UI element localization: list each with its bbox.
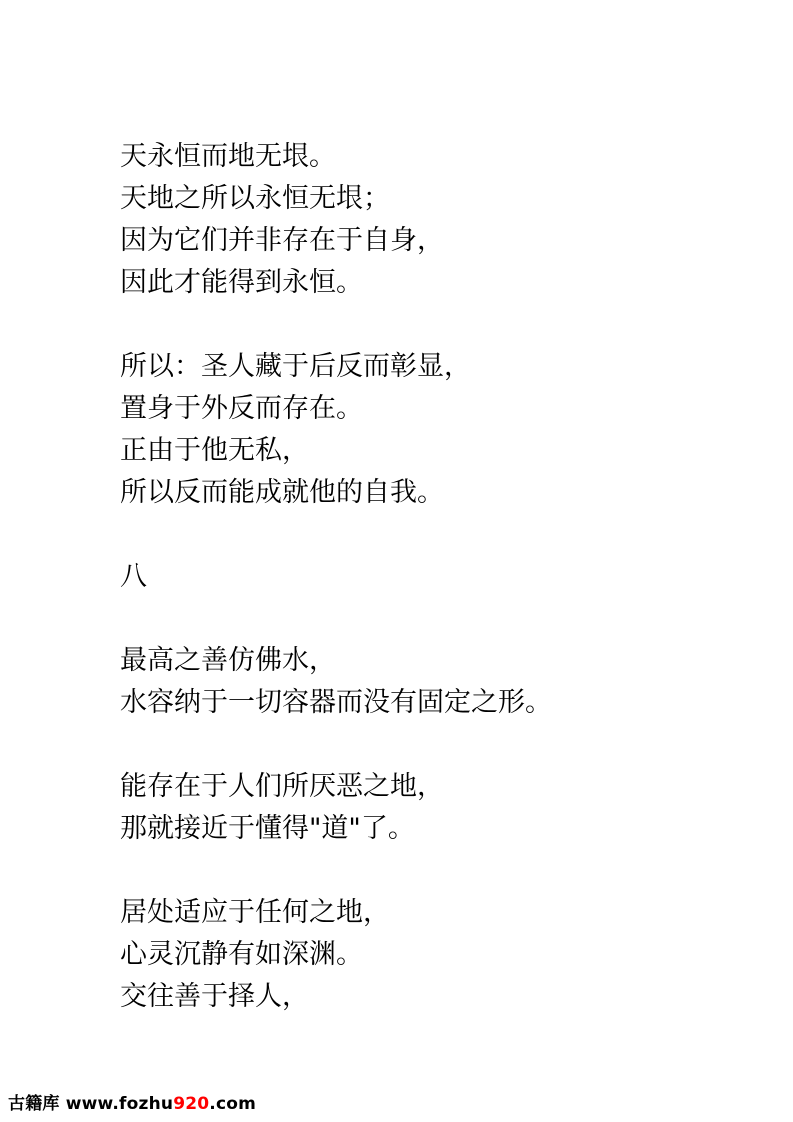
site-watermark <box>8 1089 256 1114</box>
paragraph-gap <box>120 304 760 346</box>
text-line: 心灵沉静有如深渊。 <box>120 939 363 970</box>
paragraph-gap <box>120 724 760 766</box>
paragraph <box>120 640 760 724</box>
site-name: 古籍库 <box>8 1094 60 1114</box>
paragraph <box>120 766 760 850</box>
paragraph <box>120 892 760 1018</box>
text-line: 交往善于择人， <box>120 981 309 1012</box>
text-line: 所以：圣人藏于后反而彰显， <box>120 351 471 382</box>
url-highlight: 920 <box>173 1094 210 1114</box>
text-line: 所以反而能成就他的自我。 <box>120 477 444 508</box>
site-url <box>66 1094 256 1114</box>
text-line: 居处适应于任何之地， <box>120 897 390 928</box>
text-line: 能存在于人们所厌恶之地， <box>120 771 444 802</box>
paragraph <box>120 346 760 514</box>
text-line: 因此才能得到永恒。 <box>120 267 363 298</box>
text-line: 正由于他无私， <box>120 435 309 466</box>
paragraph-gap <box>120 598 760 640</box>
url-prefix: www.fozhu <box>65 1094 174 1114</box>
paragraph <box>120 136 760 304</box>
text-line: 天永恒而地无垠。 <box>120 141 336 172</box>
chapter-heading <box>120 556 760 598</box>
paragraph-gap <box>120 514 760 556</box>
document-body <box>120 136 760 1018</box>
text-line: 那就接近于懂得"道"了。 <box>120 813 415 844</box>
url-suffix: .com <box>209 1094 257 1114</box>
chapter-number: 八 <box>120 561 147 592</box>
text-line: 置身于外反而存在。 <box>120 393 363 424</box>
text-line: 水容纳于一切容器而没有固定之形。 <box>120 687 552 718</box>
text-line: 最高之善仿佛水， <box>120 645 336 676</box>
text-line: 因为它们并非存在于自身， <box>120 225 444 256</box>
paragraph-gap <box>120 850 760 892</box>
text-line: 天地之所以永恒无垠； <box>120 183 390 214</box>
